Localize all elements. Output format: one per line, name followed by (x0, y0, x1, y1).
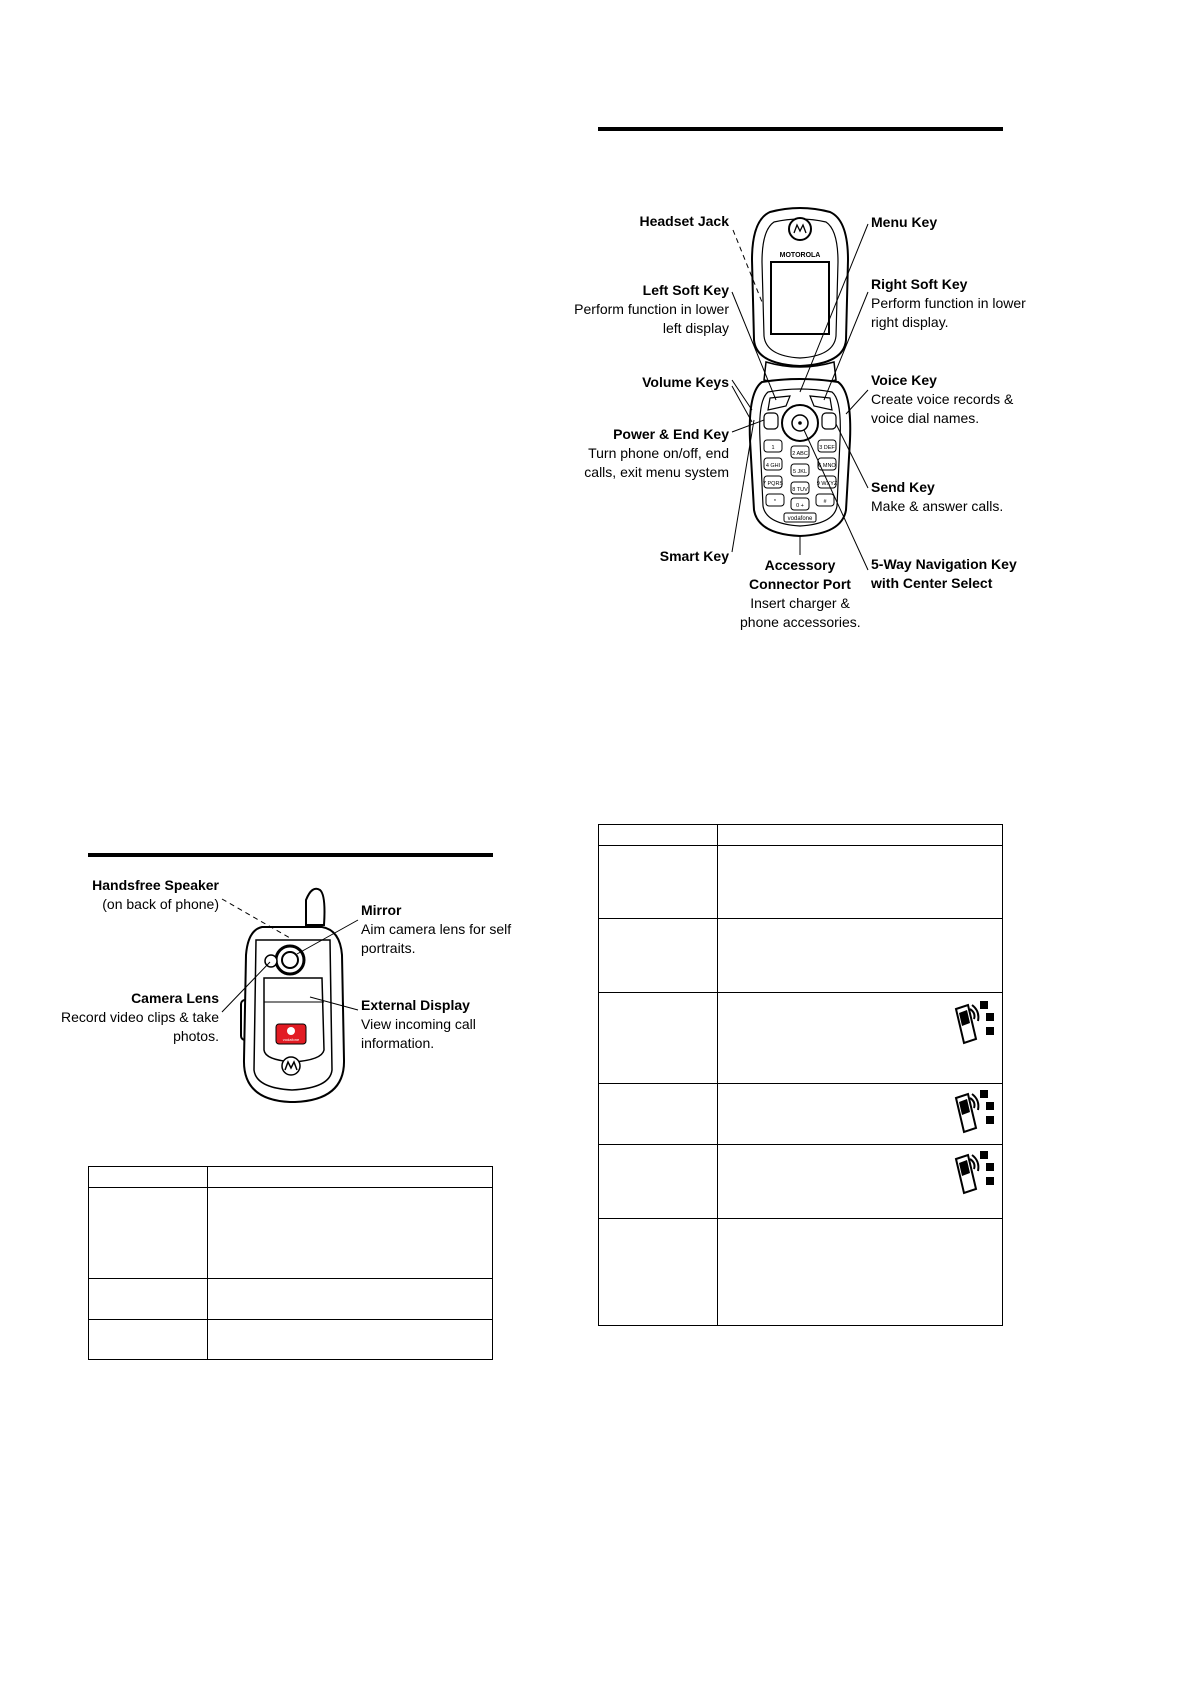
label-right-soft-key: Right Soft Key Perform function in lower right display. (871, 276, 1026, 330)
label-voice-key: Voice Key Create voice records & voice dial names. (871, 372, 1014, 426)
label-camera-lens: Camera Lens Record video clips & take photos. (61, 990, 219, 1044)
table-row (599, 919, 1003, 993)
key-5: 5 JKL (792, 469, 808, 475)
open-phone-table (598, 824, 1003, 1326)
label-smart-key: Smart Key (659, 548, 729, 564)
key-3: 3 DEF (819, 445, 835, 451)
label-handsfree-speaker: Handsfree Speaker (on back of phone) (92, 877, 219, 912)
table-row (599, 993, 1003, 1084)
operator-text: vodafone (787, 516, 813, 522)
key-8: 8 TUV (792, 487, 808, 493)
network-feature-icon (950, 1088, 994, 1136)
brand-text: MOTOROLA (779, 252, 821, 259)
key-1: 1 (771, 445, 775, 451)
key-7: 7 PQRS (762, 481, 784, 487)
label-left-soft-key: Left Soft Key Perform function in lower left display (574, 282, 729, 336)
key-star: * (773, 499, 777, 505)
label-nav-key: 5-Way Navigation Key with Center Select (871, 556, 1017, 591)
table-row (599, 1145, 1003, 1219)
closed-operator-text: vodafone (282, 1037, 300, 1042)
label-headset-jack: Headset Jack (639, 213, 729, 229)
label-volume-keys: Volume Keys (642, 374, 729, 390)
label-menu-key: Menu Key (871, 214, 938, 230)
key-2: 2 ABC (792, 451, 808, 457)
key-6: 6 MNO (818, 463, 836, 469)
key-0: 0 + (796, 503, 804, 509)
label-send-key: Send Key Make & answer calls. (871, 479, 1004, 514)
table-row (599, 1084, 1003, 1145)
label-mirror: Mirror Aim camera lens for self portraits. (361, 902, 512, 956)
label-power-end-key: Power & End Key Turn phone on/off, end calls, exit menu system (584, 426, 729, 480)
key-9: 9 WXYZ (816, 481, 838, 487)
key-hash: # (823, 499, 827, 505)
network-feature-icon (950, 1149, 994, 1197)
key-4: 4 GHI (765, 463, 781, 469)
table-row (599, 846, 1003, 919)
network-feature-icon (950, 999, 994, 1047)
label-external-display: External Display View incoming call information. (361, 997, 476, 1051)
label-accessory-port: Accessory Connector Port Insert charger & phone accessories. (740, 557, 861, 630)
table-row (599, 825, 1003, 846)
table-row (599, 1219, 1003, 1326)
